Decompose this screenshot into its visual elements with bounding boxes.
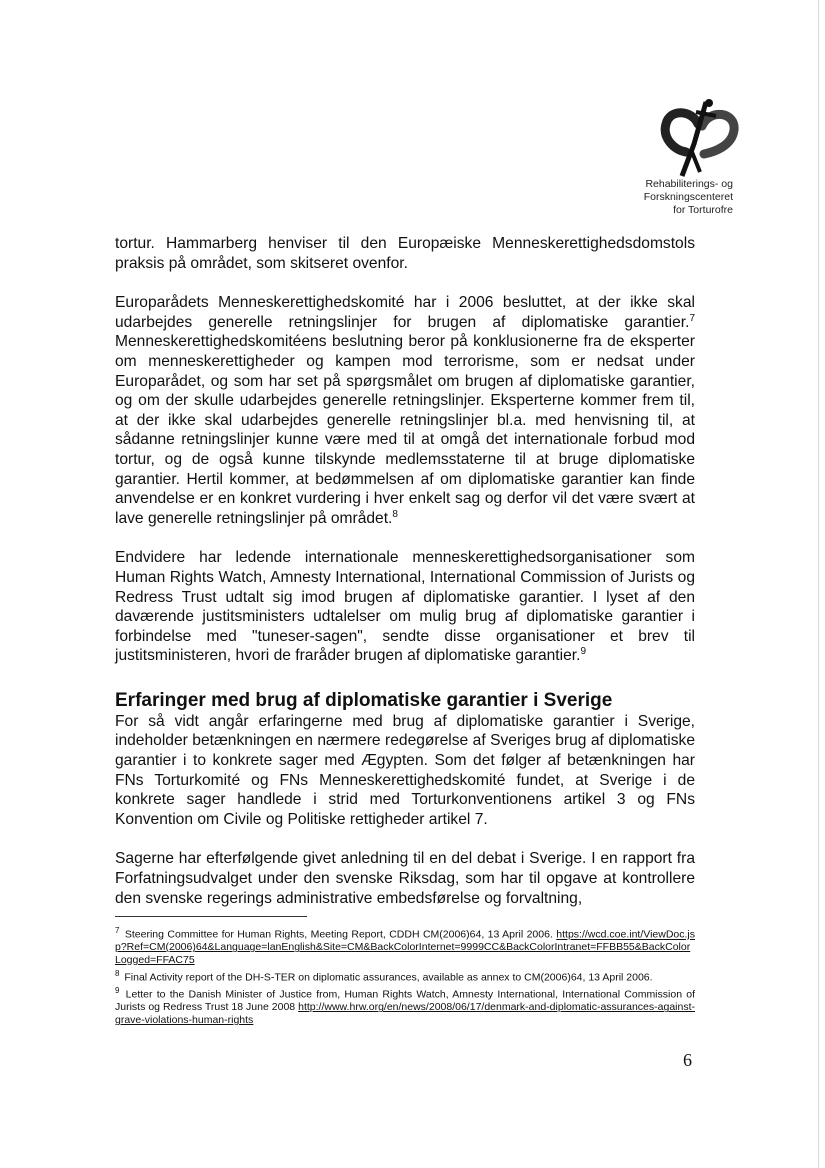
- paragraph: Sagerne har efterfølgende givet anledning til en del debat i Sverige. I en rapport fra Forfatningsudvalget under den svenske Riksdag, som har til opgave at kontrollere den svenske regerings administrative embedsførelse og forvaltning,: [115, 850, 695, 907]
- paragraph: For så vidt angår erfaringerne med brug af diplomatiske garantier i Sverige, indeholder betænkningen en nærmere redegørelse af Sveriges brug af diplomatiske garantier i to konkrete sager med Ægypten. Som det følger af betænkningen har FNs Torturkomité og FNs Menneskerettighedskomité fundet, at Sverige i de konkrete sager handlede i strid med Torturkonventionens artikel 3 og FNs Konvention om Civile og Politiske rettigheder artikel 7.: [115, 712, 695, 828]
- body-text: [115, 234, 695, 928]
- organisation-name: [644, 178, 733, 217]
- footnote-divider: [115, 916, 307, 917]
- paragraph: tortur. Hammarberg henviser til den Europæiske Menneskerettighedsdomstols praksis på området, som skitseret ovenfor.: [115, 235, 695, 272]
- page-number: 6: [683, 1050, 692, 1070]
- footnote: $^7$ Steering Committee for Human Rights, Meeting Report, CDDH CM(2006)64, 13 April 2006. https://wcd.coe.int/ViewDoc.jsp?Ref=CM(2006)64&Language=lanEnglish&Site=CM&BackColorInternet=9999CC&BackColorIntranet=FFBB55&BackColorLogged=FFAC75: [115, 926, 695, 967]
- paragraph: Endvidere har ledende internationale menneskerettighedsorganisationer som Human Rights Watch, Amnesty International, International Commission of Jurists og Redress Trust udtalt sig imod brugen af diplomatiske garantier. I lyset af den daværende justitsministers udtalelser om mulig brug af diplomatiske garantier i forbindelse med "tuneser-sagen", sendte disse organisationer et brev til justitsministeren, hvori de fraråder brugen af diplomatiske garantier.$^9$: [115, 549, 695, 665]
- heart-figure-logo-icon: [652, 94, 742, 184]
- footnote: $^9$ Letter to the Danish Minister of Justice from, Human Rights Watch, Amnesty International, International Commission of Jurists og Redress Trust 18 June 2008 http://www.hrw.org/en/news/2008/06/17/denmark-and-diplomatic-assurances-against-grave-violations-human-rights: [115, 986, 695, 1027]
- footnotes: [115, 925, 695, 1028]
- page-edge-line: [818, 0, 819, 1168]
- footnote-ref[interactable]: 9: [580, 646, 587, 658]
- footnote-link[interactable]: https://wcd.coe.int/ViewDoc.jsp?Ref=CM(2006)64&Language=lanEnglish&Site=CM&BackColorInternet=9999CC&BackColorIntranet=FFBB55&BackColorLogged=FFAC75: [115, 928, 695, 967]
- org-line: Rehabiliterings- og: [645, 178, 733, 190]
- org-line: for Torturofre: [673, 204, 733, 216]
- section-heading: Erfaringer med brug af diplomatiske garantier i Sverige: [115, 689, 613, 711]
- footnote-ref[interactable]: 8: [392, 508, 398, 520]
- footnote-link[interactable]: http://www.hrw.org/en/news/2008/06/17/denmark-and-diplomatic-assurances-against-grave-violations-human-rights: [115, 1001, 695, 1027]
- footnote-ref[interactable]: 7: [689, 312, 695, 324]
- footnote: $^8$ Final Activity report of the DH-S-TER on diplomatic assurances, available as annex to CM(2006)64, 13 April 2006.: [115, 968, 653, 984]
- org-line: Forskningscenteret: [643, 191, 733, 203]
- paragraph: Europarådets Menneskerettighedskomité har i 2006 besluttet, at der ikke skal udarbejdes generelle retningslinjer for brugen af diplomatiske garantier.$^7$ Menneskerettighedskomitéens beslutning beror på konklusionerne fra de eksperter om menneskerettigheder og kampen mod terrorisme, som er nedsat under Europarådet, og som har set på spørgsmålet om brugen af diplomatiske garantier, og om der skulle udarbejdes generelle retningslinjer. Eksperterne kommer frem til, at der ikke skal udarbejdes generelle retningslinjer bl.a. med henvisning til, at sådanne retningslinjer kunne være med til at omgå det internationale forbud mod tortur, og de også kunne tilskynde medlemsstaterne til at bruge diplomatiske garantier. Hertil kommer, at bedømmelsen af om diplomatiske garantier kan finde anvendelse er en konkret vurdering i hver enkelt sag og derfor vil det være svært at lave generelle retningslinjer på området.$^8$: [115, 294, 695, 527]
